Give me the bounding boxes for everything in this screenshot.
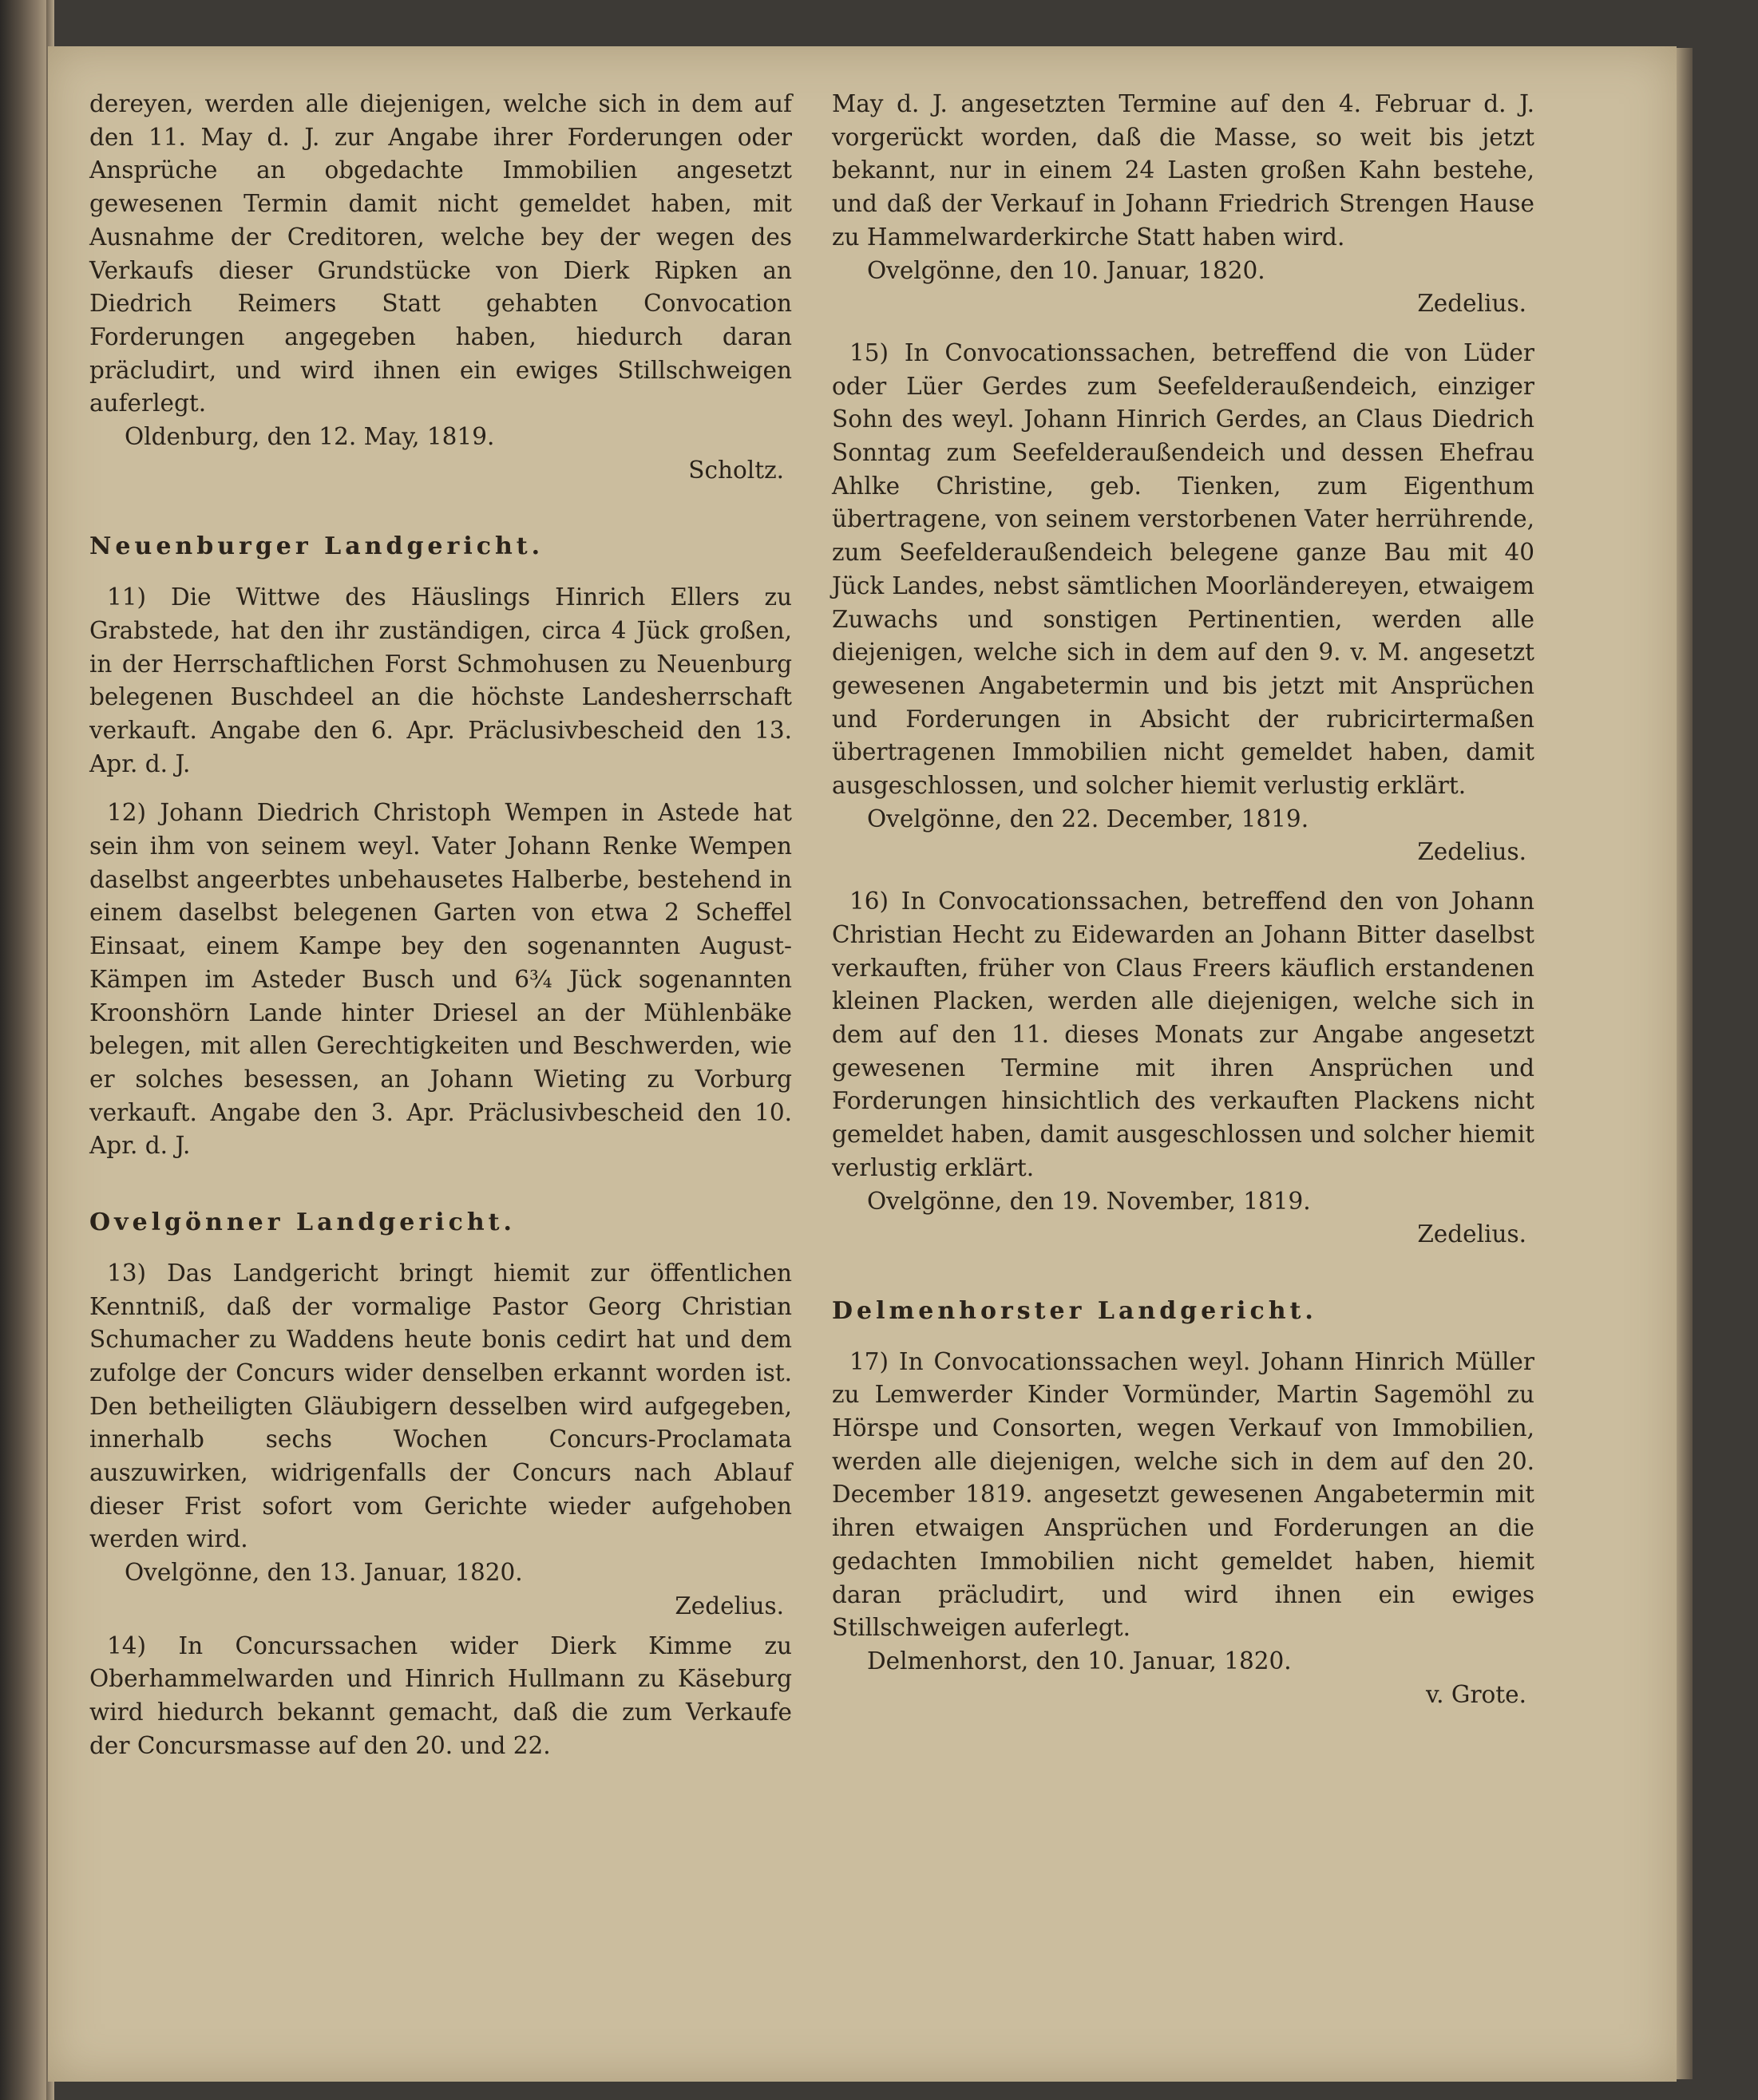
notice-14-signature: Zedelius.: [1417, 290, 1526, 318]
notice-16-place-date: Ovelgönne, den 19. November, 1819.: [867, 1187, 1311, 1215]
right-column: [832, 88, 1534, 1711]
section-heading-neuenburg: Neuenburger Landgericht.: [89, 532, 544, 561]
notice-14-place-date: Ovelgönne, den 10. Januar, 1820.: [867, 256, 1265, 284]
notice-11: 11) Die Wittwe des Häuslings Hinrich Ellers zu Grabstede, hat den ihr zuständigen, circa 4 Jück großen, in der Herrschaftlichen Forst Schmohusen zu Neuenburg belegenen Buschdeel an die höchste Landesherrschaft verkauft. Angabe den 6. Apr. Präclusivbescheid den 13. Apr. d. J.: [89, 583, 792, 777]
notice-17-place-date: Delmenhorst, den 10. Januar, 1820.: [867, 1647, 1292, 1675]
notice-15-signature: Zedelius.: [1417, 838, 1526, 866]
notice-15: 15) In Convocationssachen, betreffend die von Lüder oder Lüer Gerdes zum Seefelderaußendeich, einziger Sohn des weyl. Johann Hinrich Gerdes, an Claus Diedrich Sonntag zum Seefelderaußendeich und dessen Ehefrau Ahlke Christine, geb. Tienken, zum Eigenthum übertragene, von seinem verstorbenen Vater herrührende, zum Seefelderaußendeich belegene ganze Bau mit 40 Jück Landes, nebst sämtlichen Moorländereyen, etwaigem Zuwachs und sonstigen Pertinentien, werden alle diejenigen, welche sich in dem auf den 9. v. M. angesetzt gewesenen Angabetermin und bis jetzt mit Ansprüchen und Forderungen in Absicht der rubricirtermaßen übertragenen Immobilien nicht gemeldet haben, damit ausgeschlossen, und solcher hiemit verlustig erklärt.: [832, 338, 1534, 800]
notice-17: 17) In Convocationssachen weyl. Johann Hinrich Müller zu Lemwerder Kinder Vormünder, Martin Sagemöhl zu Hörspe und Consorten, wegen Verkauf von Immobilien, werden alle diejenigen, welche sich in dem auf den 20. December 1819. angesetzt gewesenen Angabetermin mit ihren etwaigen Ansprüchen und Forderungen an die gedachten Immobilien nicht gemeldet haben, hiemit daran präcludirt, und wird ihnen ein ewiges Stillschweigen auferlegt.: [832, 1347, 1534, 1642]
section-heading-ovelgoenne: Ovelgönner Landgericht.: [89, 1208, 516, 1237]
intro-signature: Scholtz.: [688, 456, 784, 484]
page-edge: [1677, 48, 1693, 2079]
left-column: [89, 88, 792, 1762]
notice-13: 13) Das Landgericht bringt hiemit zur öffentlichen Kenntniß, daß der vormalige Pastor Georg Christian Schumacher zu Waddens heute bonis cedirt hat und dem zufolge der Concurs wider denselben erkannt worden ist. Den betheiligten Gläubigern desselben wird aufgegeben, innerhalb sechs Wochen Concurs-Proclamata auszuwirken, widrigenfalls der Concurs nach Ablauf dieser Frist sofort vom Gerichte wieder aufgehoben werden wird.: [89, 1259, 792, 1553]
notice-15-place-date: Ovelgönne, den 22. December, 1819.: [867, 805, 1309, 832]
notice-13-signature: Zedelius.: [675, 1592, 784, 1619]
book-spine-shadow: [0, 0, 46, 2100]
intro-place-date: Oldenburg, den 12. May, 1819.: [125, 423, 495, 451]
intro-paragraph: dereyen, werden alle diejenigen, welche sich in dem auf den 11. May d. J. zur Angabe ihrer Forderungen oder Ansprüche an obgedachte Immobilien angesetzt gewesenen Termin damit nicht gemeldet haben, mit Ausnahme der Creditoren, welche bey der wegen des Verkaufs dieser Grundstücke von Dierk Ripken an Diedrich Reimers Statt gehabten Convocation Forderungen angegeben haben, hiedurch daran präcludirt, und wird ihnen ein ewiges Stillschweigen auferlegt.: [89, 90, 792, 417]
notice-14: 14) In Concurssachen wider Dierk Kimme zu Oberhammelwarden und Hinrich Hullmann zu Käseburg wird hiedurch bekannt gemacht, daß die zum Verkaufe der Concursmasse auf den 20. und 22.: [89, 1631, 792, 1759]
notice-14-continued: May d. J. angesetzten Termine auf den 4. Februar d. J. vorgerückt worden, daß die Masse, so weit bis jetzt bekannt, nur in einem 24 Lasten großen Kahn bestehe, und daß der Verkauf in Johann Friedrich Strengen Hause zu Hammelwarderkirche Statt haben wird.: [832, 90, 1534, 251]
section-heading-delmenhorst: Delmenhorster Landgericht.: [832, 1296, 1317, 1325]
notice-16-signature: Zedelius.: [1417, 1220, 1526, 1248]
notice-16: 16) In Convocationssachen, betreffend den von Johann Christian Hecht zu Eidewarden an Johann Bitter daselbst verkauften, früher von Claus Freers käuflich erstandenen kleinen Placken, werden alle diejenigen, welche sich in dem auf den 11. dieses Monats zur Angabe angesetzt gewesenen Termine mit ihren Ansprüchen und Forderungen hinsichtlich des verkauften Plackens nicht gemeldet haben, damit ausgeschlossen und solcher hiemit verlustig erklärt.: [832, 888, 1534, 1181]
notice-12: 12) Johann Diedrich Christoph Wempen in Astede hat sein ihm von seinem weyl. Vater Johann Renke Wempen daselbst angeerbtes unbehausetes Halberbe, bestehend in einem daselbst belegenen Garten von etwa 2 Scheffel Einsaat, einem Kampe bey den sogenannten August-Kämpen im Asteder Busch und 6¾ Jück sogenannten Kroonshörn Lande hinter Driesel an der Mühlenbäke belegen, mit allen Gerechtigkeiten und Beschwerden, wie er solches besessen, an Johann Wieting zu Vorburg verkauft. Angabe den 3. Apr. Präclusivbescheid den 10. Apr. d. J.: [89, 799, 792, 1160]
notice-17-signature: v. Grote.: [1425, 1680, 1526, 1708]
notice-13-place-date: Ovelgönne, den 13. Januar, 1820.: [125, 1559, 523, 1587]
